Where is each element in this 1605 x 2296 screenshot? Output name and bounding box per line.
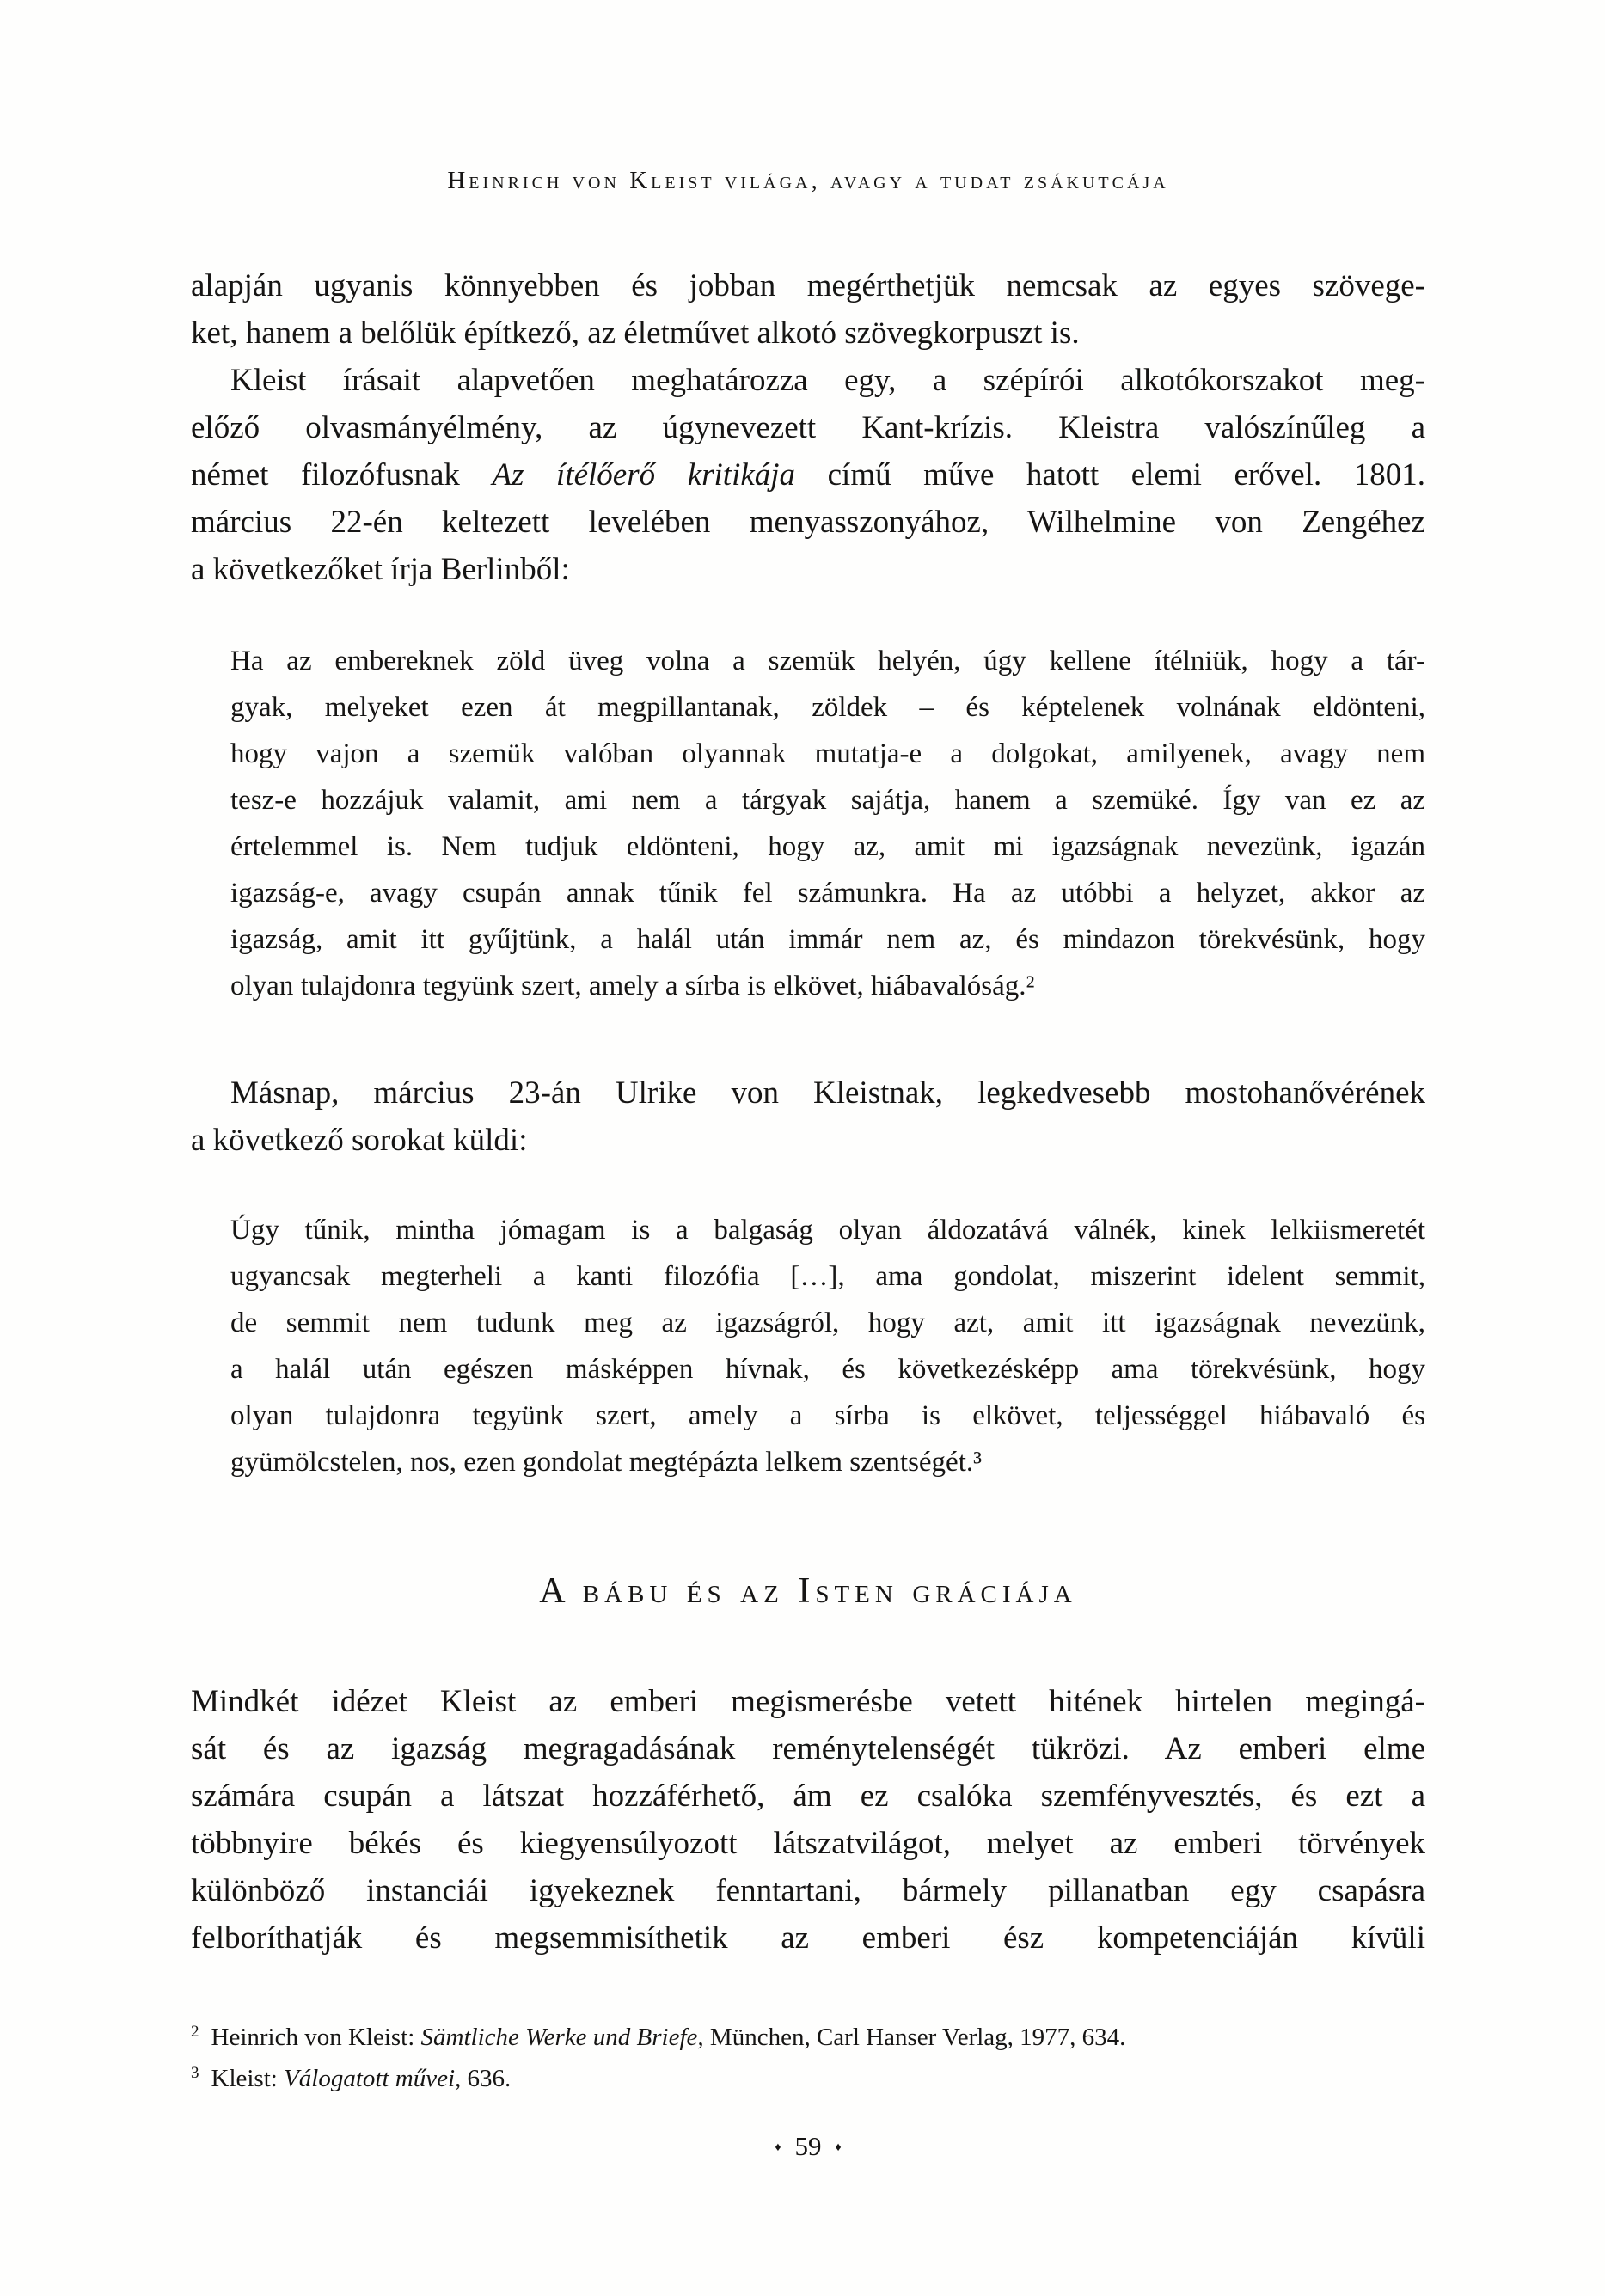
paragraph [191,1678,1425,1962]
text-line: ket, hanem a belőlük építkező, az életművet alkotó szövegkorpuszt is. [191,315,1080,351]
text-line: gyümölcstelen, nos, ezen gondolat megtépázta lelkem szentségét.³ [230,1447,983,1478]
text-line: hogy vajon a szemük valóban olyannak mutatja-e a dolgokat, amilyenek, avagy nem [230,738,1425,769]
footnote-text: Kleist: Válogatott művei, 636. [211,2065,512,2092]
text-line: Úgy tűnik, mintha jómagam is a balgaság olyan áldozatává válnék, kinek lelkiismeretét [230,1215,1425,1246]
page-number: 59 [794,2131,822,2161]
page-number-footer [191,2132,1425,2163]
footnotes [191,2018,1425,2101]
running-header: Heinrich von Kleist világa, avagy a tudat zsákutcája [447,167,1169,194]
diamond-ornament: ♦ [775,2141,781,2154]
footnote-marker: 3 [191,2064,199,2082]
page-body [191,262,1425,1962]
text-line: többnyire békés és kiegyensúlyozott látszatvilágot, melyet az emberi törvények [191,1826,1425,1861]
footnote [191,2018,1425,2060]
text-line: de semmit nem tudunk meg az igazságról, hogy azt, amit itt igazságnak nevezünk, [230,1307,1425,1338]
text-line: értelemmel is. Nem tudjuk eldönteni, hogy az, amit mi igazságnak nevezünk, igazán [230,831,1425,862]
text-line: a következő sorokat küldi: [191,1123,528,1158]
block-quote [230,638,1425,1009]
text-line: számára csupán a látszat hozzáférhető, ám ez csalóka szemfényvesztés, és ezt a [191,1779,1425,1814]
paragraph [191,1069,1425,1164]
text-line: a halál után egészen másképpen hívnak, és következésképp ama törekvésünk, hogy [230,1354,1425,1385]
text-line: olyan tulajdonra tegyünk szert, amely a sírba is elkövet, teljességgel hiábavaló és [230,1400,1425,1431]
section-heading: A bábu és az Isten gráciája [539,1571,1077,1611]
text-line: gyak, melyeket ezen át megpillantanak, zöldek – és képtelenek volnának eldönteni, [230,692,1425,723]
text-line: igazság, amit itt gyűjtünk, a halál után immár nem az, és mindazon törekvésünk, hogy [230,924,1425,955]
footnote-text: Heinrich von Kleist: Sämtliche Werke und Briefe, München, Carl Hanser Verlag, 1977, 634. [211,2024,1126,2051]
text-line: a következőket írja Berlinből: [191,552,570,587]
footnote-marker: 2 [191,2023,199,2041]
text-line: olyan tulajdonra tegyünk szert, amely a sírba is elkövet, hiábavalóság.² [230,970,1035,1001]
text-line: ugyancsak megterheli a kanti filozófia […], ama gondolat, miszerint idelent semmit, [230,1261,1425,1292]
text-line: különböző instanciái igyekeznek fenntartani, bármely pillanatban egy csapásra [191,1873,1425,1908]
text-line: március 22-én keltezett levelében menyasszonyához, Wilhelmine von Zengéhez [191,505,1425,540]
text-line: Másnap, március 23-án Ulrike von Kleistnak, legkedvesebb mostohanővérének [230,1075,1425,1111]
text-line: Mindkét idézet Kleist az emberi megismerésbe vetett hitének hirtelen megingá- [191,1684,1425,1719]
text-line: tesz-e hozzájuk valamit, ami nem a tárgyak sajátja, hanem a szemüké. Így van ez az [230,785,1425,816]
text-line: német filozófusnak Az ítélőerő kritikája című műve hatott elemi erővel. 1801. [191,457,1426,493]
text-line: alapján ugyanis könnyebben és jobban megérthetjük nemcsak az egyes szövege- [191,268,1425,303]
text-line: sát és az igazság megragadásának reménytelenségét tükrözi. Az emberi elme [191,1731,1425,1766]
diamond-ornament: ♦ [835,2141,842,2154]
text-line: felboríthatják és megsemmisíthetik az emberi ész kompetenciáján kívüli [191,1920,1425,1956]
text-line: Ha az embereknek zöld üveg volna a szemük helyén, úgy kellene ítélniük, hogy a tár- [230,646,1425,677]
text-line: igazság-e, avagy csupán annak tűnik fel számunkra. Ha az utóbbi a helyzet, akkor az [230,878,1425,909]
text-line: előző olvasmányélmény, az úgynevezett Kant-krízis. Kleistra valószínűleg a [191,410,1425,445]
text-line: Kleist írásait alapvetően meghatározza egy, a szépírói alkotókorszakot meg- [230,363,1425,398]
paragraph [191,357,1425,593]
paragraph [191,262,1425,357]
footnote [191,2060,1425,2101]
block-quote [230,1207,1425,1485]
